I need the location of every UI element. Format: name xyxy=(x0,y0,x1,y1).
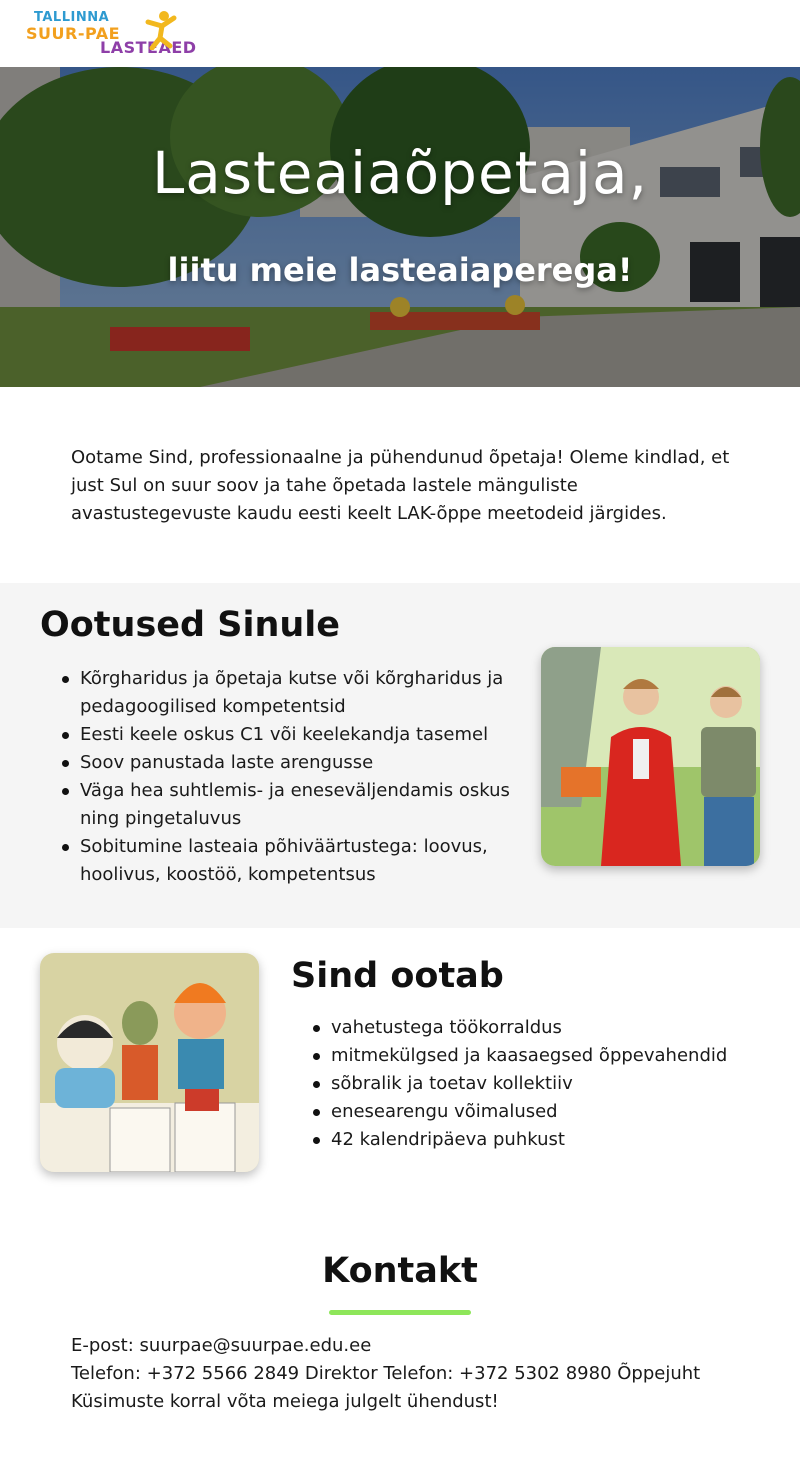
list-item: 42 kalendripäeva puhkust xyxy=(331,1126,771,1154)
list-item: vahetustega töökorraldus xyxy=(331,1014,771,1042)
logo-line-2: SUUR-PAE xyxy=(26,24,121,43)
hero-overlay xyxy=(0,67,800,387)
hero-title: Lasteaiaõpetaja, xyxy=(151,139,649,207)
offer-list xyxy=(331,1014,771,1154)
intro-paragraph: Ootame Sind, professionaalne ja pühendunud õpetaja! Oleme kindlad, et just Sul on suur soov ja tahe õpetada lastele mänguliste avastustegevuste kaudu eesti keelt LAK-õppe meetodeid järgides. xyxy=(71,447,730,524)
hero-subtitle: liitu meie lasteaiaperega! xyxy=(167,251,633,289)
contact-title-underline xyxy=(329,1310,471,1315)
list-item: sõbralik ja toetav kollektiiv xyxy=(331,1070,771,1098)
hero-banner xyxy=(0,67,800,387)
list-item: enesearengu võimalused xyxy=(331,1098,771,1126)
list-item: Väga hea suhtlemis- ja eneseväljendamis oskus ning pingetaluvus xyxy=(80,777,520,833)
site-header xyxy=(0,0,800,67)
dolls-photo xyxy=(40,953,259,1172)
expectations-title: Ootused Sinule xyxy=(40,605,341,645)
list-item: mitmekülgsed ja kaasaegsed õppevahendid xyxy=(331,1042,771,1070)
list-item: Eesti keele oskus C1 või keelekandja tasemel xyxy=(80,721,520,749)
list-item: Kõrgharidus ja õpetaja kutse või kõrgharidus ja pedagoogilised kompetentsid xyxy=(80,665,520,721)
contact-info xyxy=(71,1332,771,1416)
contact-phones: Telefon: +372 5566 2849 Direktor Telefon: +372 5302 8980 Õppejuht xyxy=(71,1363,701,1384)
logo-line-3: LASTEAED xyxy=(100,38,197,57)
contact-title: Kontakt xyxy=(322,1251,478,1291)
dolls-image xyxy=(40,953,259,1172)
contact-closing: Küsimuste korral võta meiega julgelt ühendust! xyxy=(71,1391,499,1412)
teacher-with-child-image xyxy=(541,647,760,866)
offer-section xyxy=(0,928,800,1198)
list-item: Soov panustada laste arengusse xyxy=(80,749,520,777)
list-item: Sobitumine lasteaia põhiväärtustega: loovus, hoolivus, koostöö, kompetentsus xyxy=(80,833,520,889)
jumping-child-icon xyxy=(136,8,178,50)
expectations-list xyxy=(80,665,520,889)
offer-title: Sind ootab xyxy=(291,956,504,996)
site-logo[interactable] xyxy=(26,8,206,60)
expectations-section xyxy=(0,583,800,928)
contact-email[interactable]: E-post: suurpae@suurpae.edu.ee xyxy=(71,1335,372,1356)
logo-line-1: TALLINNA xyxy=(34,10,110,25)
teacher-with-child-photo xyxy=(541,647,760,866)
